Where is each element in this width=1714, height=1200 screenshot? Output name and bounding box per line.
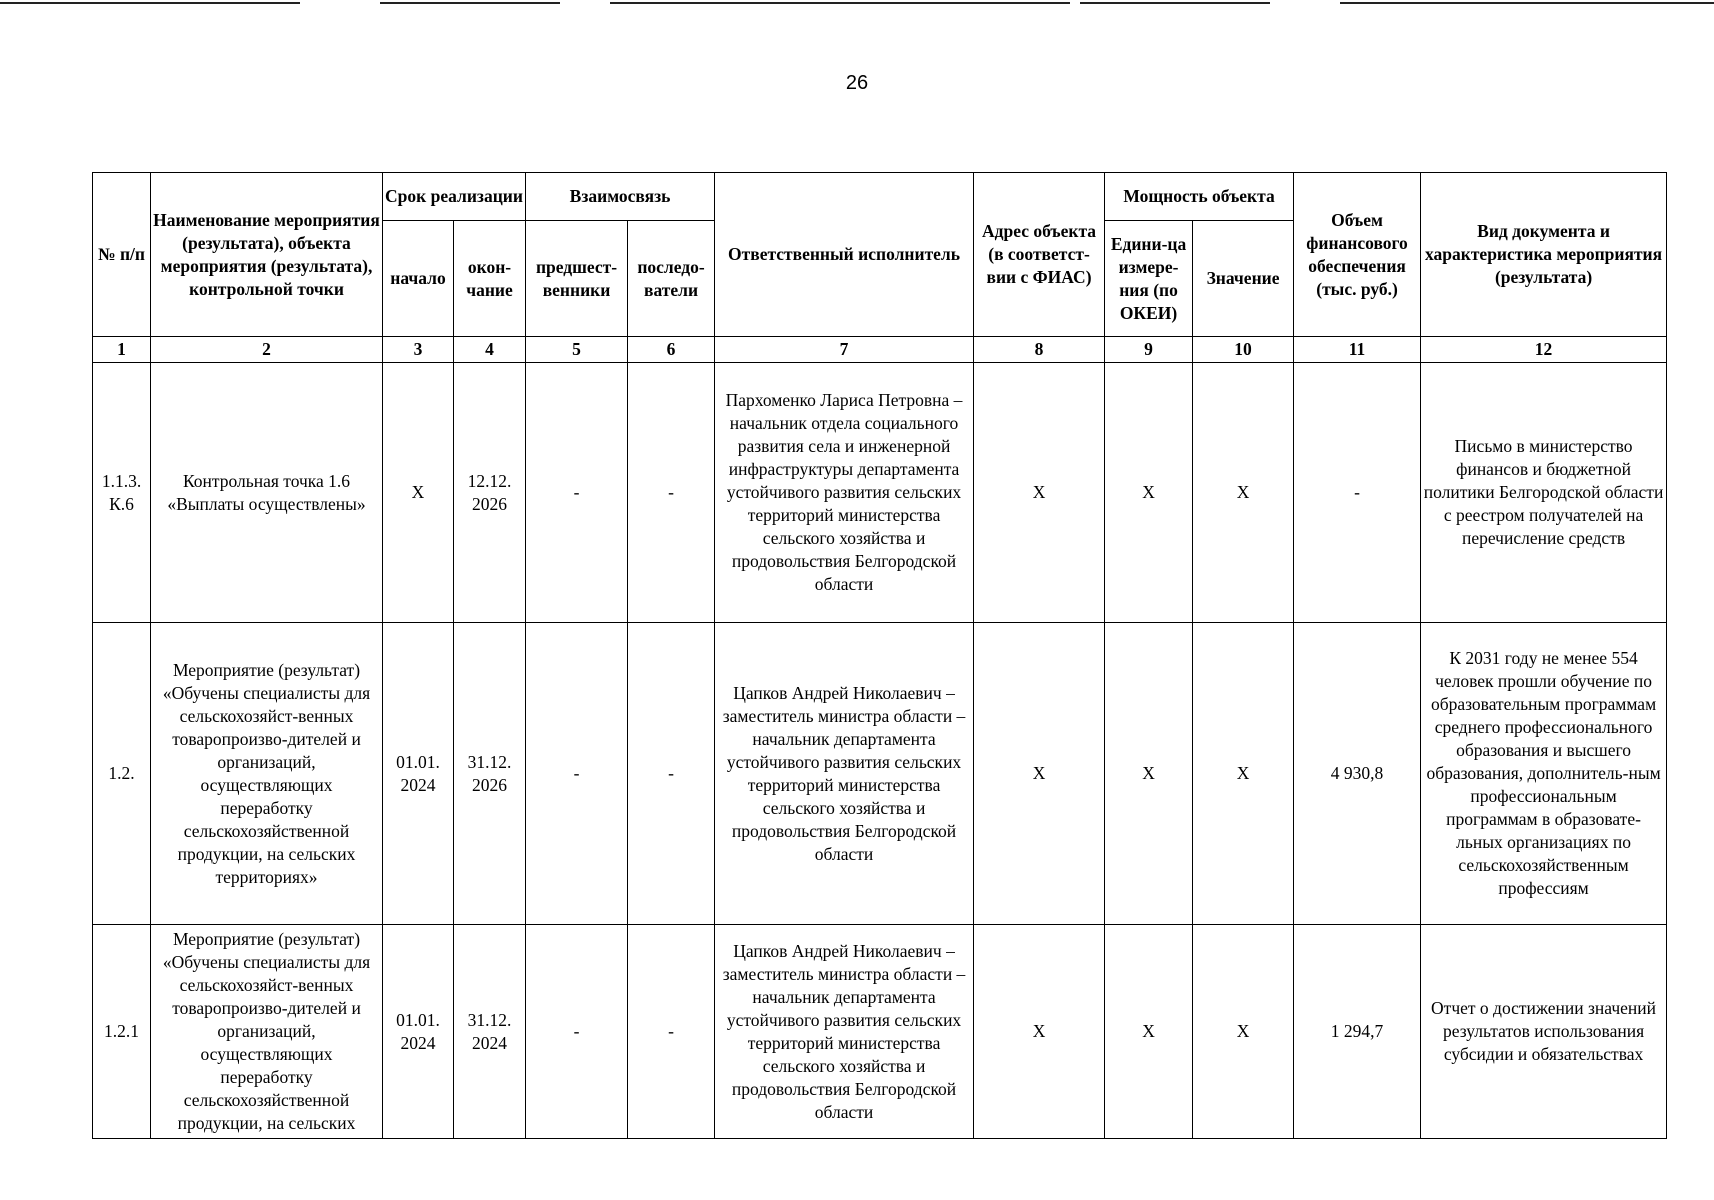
header-capacity-unit: Едини-ца измере-ния (по ОКЕИ) bbox=[1105, 221, 1193, 337]
table-row bbox=[93, 363, 1667, 623]
row-next: - bbox=[628, 925, 715, 1139]
row-start: 01.01. 2024 bbox=[383, 925, 454, 1139]
row-funding: 1 294,7 bbox=[1294, 925, 1421, 1139]
row-value: Х bbox=[1193, 623, 1294, 925]
row-end: 31.12. 2024 bbox=[454, 925, 526, 1139]
row-funding: - bbox=[1294, 363, 1421, 623]
row-responsible: Цапков Андрей Николаевич – заместитель министра области – начальник департамента устойчивого развития сельских территорий министерства сельского хозяйства и продовольствия Белгородской области bbox=[715, 623, 974, 925]
row-value: Х bbox=[1193, 925, 1294, 1139]
column-number: 12 bbox=[1421, 337, 1667, 363]
row-doc: К 2031 году не менее 554 человек прошли обучение по образовательным программам среднего профессионального образования и высшего образования, дополнитель-ным профессиональным программам в образовате-льных организациях по сельскохозяйственным профессиям bbox=[1421, 623, 1667, 925]
column-number: 8 bbox=[974, 337, 1105, 363]
header-address: Адрес объекта (в соответст-вии с ФИАС) bbox=[974, 173, 1105, 337]
header-capacity: Мощность объекта bbox=[1105, 173, 1294, 221]
column-number: 2 bbox=[151, 337, 383, 363]
row-num: 1.1.3. К.6 bbox=[93, 363, 151, 623]
row-prev: - bbox=[526, 363, 628, 623]
column-number: 10 bbox=[1193, 337, 1294, 363]
row-address: Х bbox=[974, 623, 1105, 925]
header-link-next: последо-ватели bbox=[628, 221, 715, 337]
plan-table bbox=[92, 172, 1667, 1139]
column-number: 11 bbox=[1294, 337, 1421, 363]
header-period: Срок реализации bbox=[383, 173, 526, 221]
row-unit: Х bbox=[1105, 925, 1193, 1139]
column-number: 6 bbox=[628, 337, 715, 363]
row-num: 1.2.1 bbox=[93, 925, 151, 1139]
column-number: 3 bbox=[383, 337, 454, 363]
scan-edge-line bbox=[380, 2, 560, 4]
column-number: 7 bbox=[715, 337, 974, 363]
row-doc: Письмо в министерство финансов и бюджетной политики Белгородской области с реестром получателей на перечисление средств bbox=[1421, 363, 1667, 623]
header-funding: Объем финансового обеспечения (тыс. руб.) bbox=[1294, 173, 1421, 337]
row-name: Мероприятие (результат) «Обучены специалисты для сельскохозяйст-венных товаропроизво-дителей и организаций, осуществляющих переработку сельскохозяйственной продукции, на сельских bbox=[151, 925, 383, 1139]
header-responsible: Ответственный исполнитель bbox=[715, 173, 974, 337]
row-end: 12.12. 2026 bbox=[454, 363, 526, 623]
row-value: Х bbox=[1193, 363, 1294, 623]
row-unit: Х bbox=[1105, 363, 1193, 623]
row-prev: - bbox=[526, 925, 628, 1139]
column-number: 1 bbox=[93, 337, 151, 363]
row-responsible: Пархоменко Лариса Петровна – начальник отдела социального развития села и инженерной инфраструктуры департамента устойчивого развития сельских территорий министерства сельского хозяйства и продовольствия Белгородской области bbox=[715, 363, 974, 623]
column-number: 5 bbox=[526, 337, 628, 363]
header-period-end: окон-чание bbox=[454, 221, 526, 337]
row-prev: - bbox=[526, 623, 628, 925]
row-name: Мероприятие (результат) «Обучены специалисты для сельскохозяйст-венных товаропроизво-дителей и организаций, осуществляющих переработку сельскохозяйственной продукции, на сельских территориях» bbox=[151, 623, 383, 925]
header-link-prev: предшест-венники bbox=[526, 221, 628, 337]
row-next: - bbox=[628, 623, 715, 925]
table-row bbox=[93, 623, 1667, 925]
row-start: Х bbox=[383, 363, 454, 623]
header-doc: Вид документа и характеристика мероприятия (результата) bbox=[1421, 173, 1667, 337]
row-unit: Х bbox=[1105, 623, 1193, 925]
row-address: Х bbox=[974, 925, 1105, 1139]
scan-edge-line bbox=[1340, 2, 1714, 4]
header-capacity-value: Значение bbox=[1193, 221, 1294, 337]
column-number: 9 bbox=[1105, 337, 1193, 363]
column-number: 4 bbox=[454, 337, 526, 363]
header-period-start: начало bbox=[383, 221, 454, 337]
row-name: Контрольная точка 1.6 «Выплаты осуществлены» bbox=[151, 363, 383, 623]
row-address: Х bbox=[974, 363, 1105, 623]
row-num: 1.2. bbox=[93, 623, 151, 925]
header-num: № п/п bbox=[93, 173, 151, 337]
scan-edge-line bbox=[0, 2, 300, 4]
row-responsible: Цапков Андрей Николаевич – заместитель министра области – начальник департамента устойчивого развития сельских территорий министерства сельского хозяйства и продовольствия Белгородской области bbox=[715, 925, 974, 1139]
scan-edge-line bbox=[1080, 2, 1270, 4]
row-next: - bbox=[628, 363, 715, 623]
row-end: 31.12. 2026 bbox=[454, 623, 526, 925]
row-doc: Отчет о достижении значений результатов использования субсидии и обязательствах bbox=[1421, 925, 1667, 1139]
page-number: 26 bbox=[845, 72, 869, 94]
header-link: Взаимосвязь bbox=[526, 173, 715, 221]
row-funding: 4 930,8 bbox=[1294, 623, 1421, 925]
scan-edge-line bbox=[610, 2, 1070, 4]
header-name: Наименование мероприятия (результата), объекта мероприятия (результата), контрольной точки bbox=[151, 173, 383, 337]
table-row bbox=[93, 925, 1667, 1139]
row-start: 01.01. 2024 bbox=[383, 623, 454, 925]
